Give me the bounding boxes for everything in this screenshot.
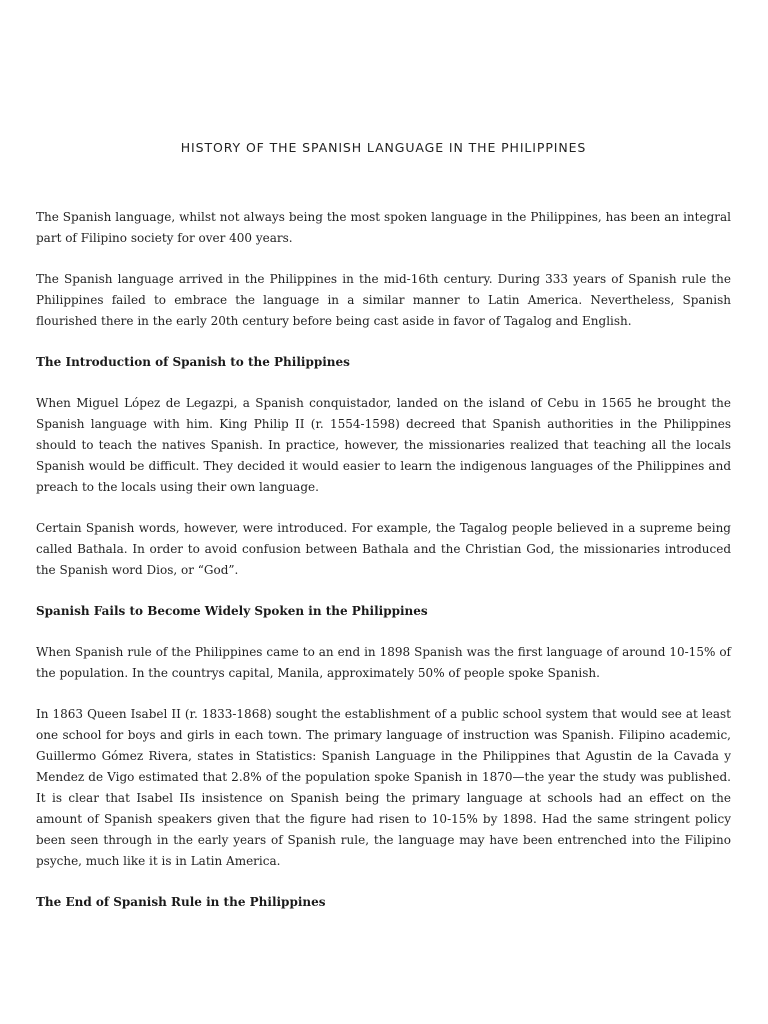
section-heading-end-of-rule: The End of Spanish Rule in the Philippines xyxy=(36,895,326,909)
section-fails-paragraph-2: In 1863 Queen Isabel II (r. 1833-1868) sought the establishment of a public school system that would see at least one school for boys and girls in each town. The primary language of instruction was Spanish. Filipino academic, Guillermo Gómez Rivera, states in Statistics: Spanish Language in the Philippines that Agustin de la Cavada y Mendez de Vigo estimated that 2.8% of the population spoke Spanish in 1870—the year the study was published. It is clear that Isabel IIs insistence on Spanish being the primary language at schools had an effect on the amount of Spanish speakers given that the figure had risen to 10-15% by 1898. Had the same stringent policy been seen through in the early years of Spanish rule, the language may have been entrenched into the Filipino psyche, much like it is in Latin America. xyxy=(36,707,731,868)
document-body xyxy=(36,207,731,933)
section-introduction-paragraph-2: Certain Spanish words, however, were introduced. For example, the Tagalog people believed in a supreme being called Bathala. In order to avoid confusion between Bathala and the Christian God, the missionaries introduced the Spanish word Dios, or “God”. xyxy=(36,521,731,577)
section-introduction-paragraph-1: When Miguel López de Legazpi, a Spanish conquistador, landed on the island of Cebu in 1565 he brought the Spanish language with him. King Philip II (r. 1554-1598) decreed that Spanish authorities in the Philippines should to teach the natives Spanish. In practice, however, the missionaries realized that teaching all the locals Spanish would be difficult. They decided it would easier to learn the indigenous languages of the Philippines and preach to the locals using their own language. xyxy=(36,396,731,494)
section-heading-fails: Spanish Fails to Become Widely Spoken in the Philippines xyxy=(36,604,428,618)
section-fails-paragraph-1: When Spanish rule of the Philippines came to an end in 1898 Spanish was the first language of around 10-15% of the population. In the countrys capital, Manila, approximately 50% of people spoke Spanish. xyxy=(36,645,731,680)
intro-paragraph-2: The Spanish language arrived in the Philippines in the mid-16th century. During 333 years of Spanish rule the Philippines failed to embrace the language in a similar manner to Latin America. Nevertheless, Spanish flourished there in the early 20th century before being cast aside in favor of Tagalog and English. xyxy=(36,272,731,328)
intro-paragraph-1: The Spanish language, whilst not always being the most spoken language in the Philippines, has been an integral part of Filipino society for over 400 years. xyxy=(36,210,731,245)
section-heading-introduction: The Introduction of Spanish to the Philippines xyxy=(36,355,350,369)
document-title: HISTORY OF THE SPANISH LANGUAGE IN THE PHILIPPINES xyxy=(180,140,587,155)
